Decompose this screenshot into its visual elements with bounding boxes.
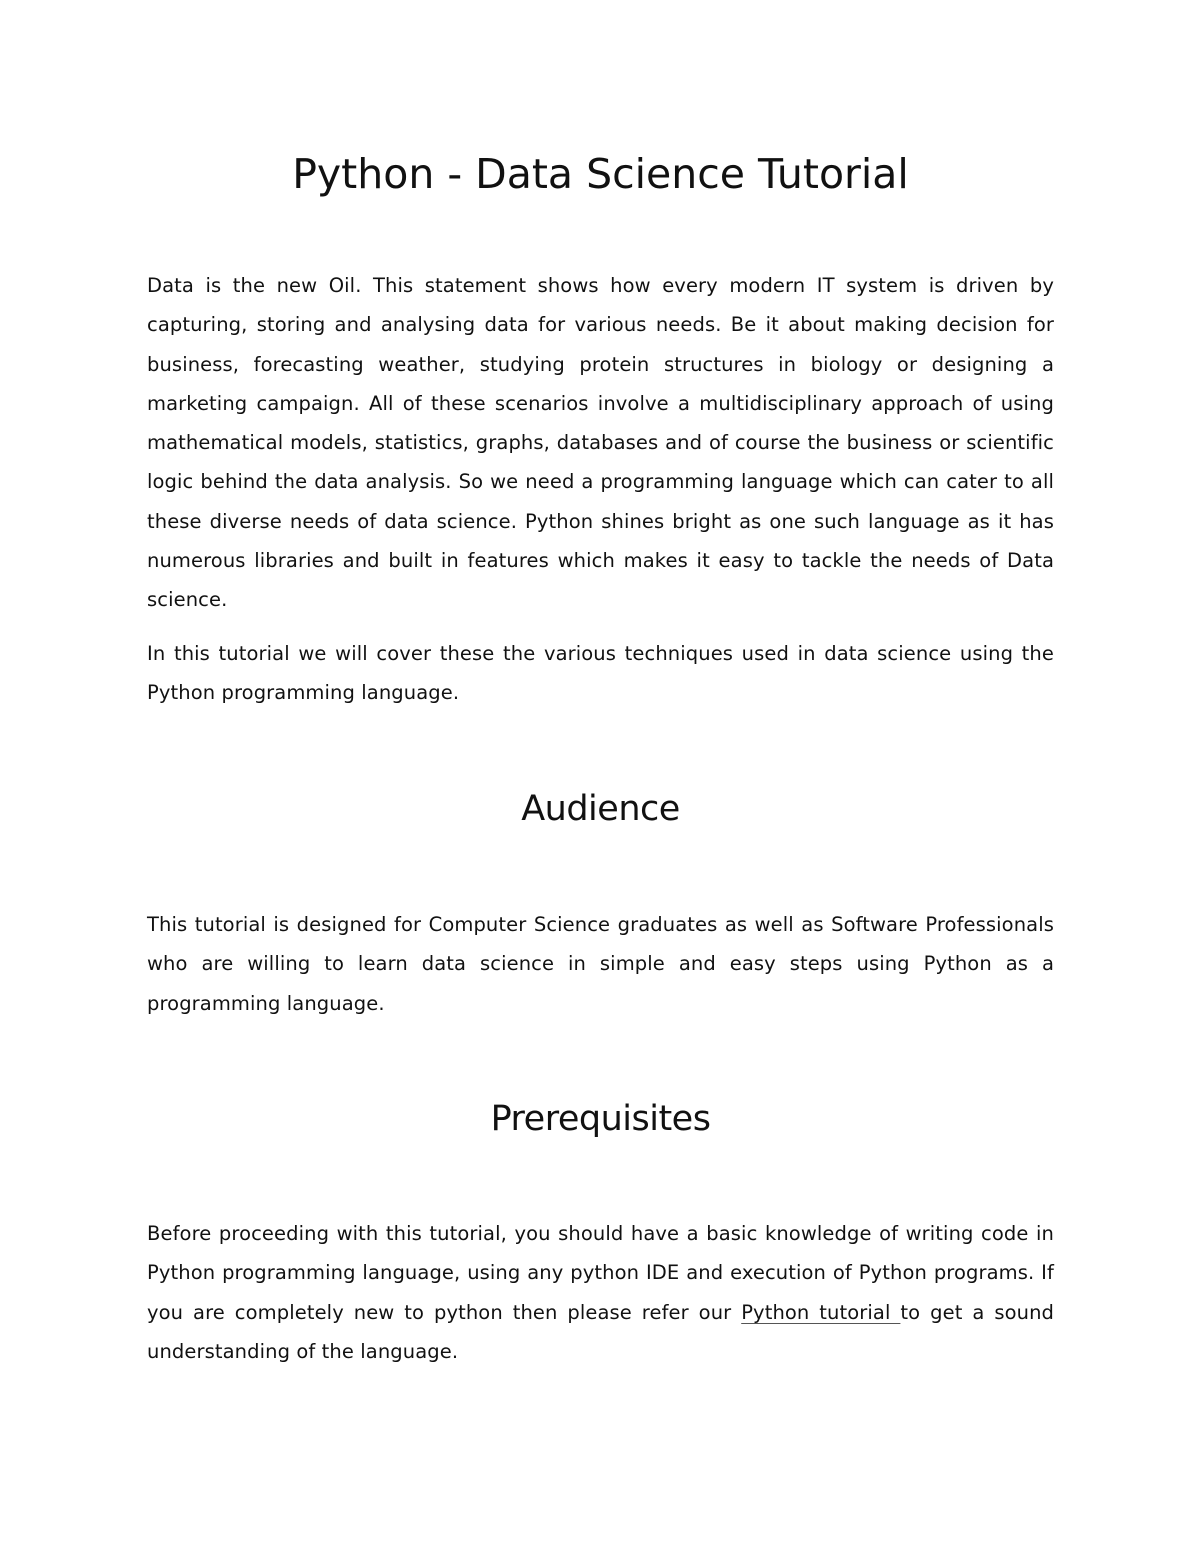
python-tutorial-link[interactable]: Python tutorial	[741, 1300, 901, 1324]
prerequisites-text-after-link: to get a sound understanding of the language.	[147, 1300, 1055, 1363]
prerequisites-text-before-link: Before proceeding with this tutorial, you should have a basic knowledge of writing code in Python programming language, using any python IDE and execution of Python programs. If you are completely new to python then please refer our	[147, 1222, 1054, 1324]
audience-heading: Audience	[521, 789, 680, 829]
intro-paragraph: Data is the new Oil. This statement shows how every modern IT system is driven by capturing, storing and analysing data for various needs. Be it about making decision for business, forecasting weather, studying protein structures in biology or designing a marketing campaign. All of these scenarios involve a multidisciplinary approach of using mathematical models, statistics, graphs, databases and of course the business or scientific logic behind the data analysis. So we need a programming language which can cater to all these diverse needs of data science. Python shines bright as one such language as it has numerous libraries and built in features which makes it easy to tackle the needs of Data science.	[147, 274, 1054, 612]
intro-paragraph-2: In this tutorial we will cover these the various techniques used in data science using the Python programming language.	[147, 642, 1054, 705]
page-title: Python - Data Science Tutorial	[292, 150, 909, 198]
prerequisites-heading: Prerequisites	[490, 1099, 711, 1139]
audience-paragraph: This tutorial is designed for Computer Science graduates as well as Software Professionals who are willing to learn data science in simple and easy steps using Python as a programming language.	[147, 913, 1054, 1015]
prerequisites-paragraph	[147, 1214, 1054, 1371]
